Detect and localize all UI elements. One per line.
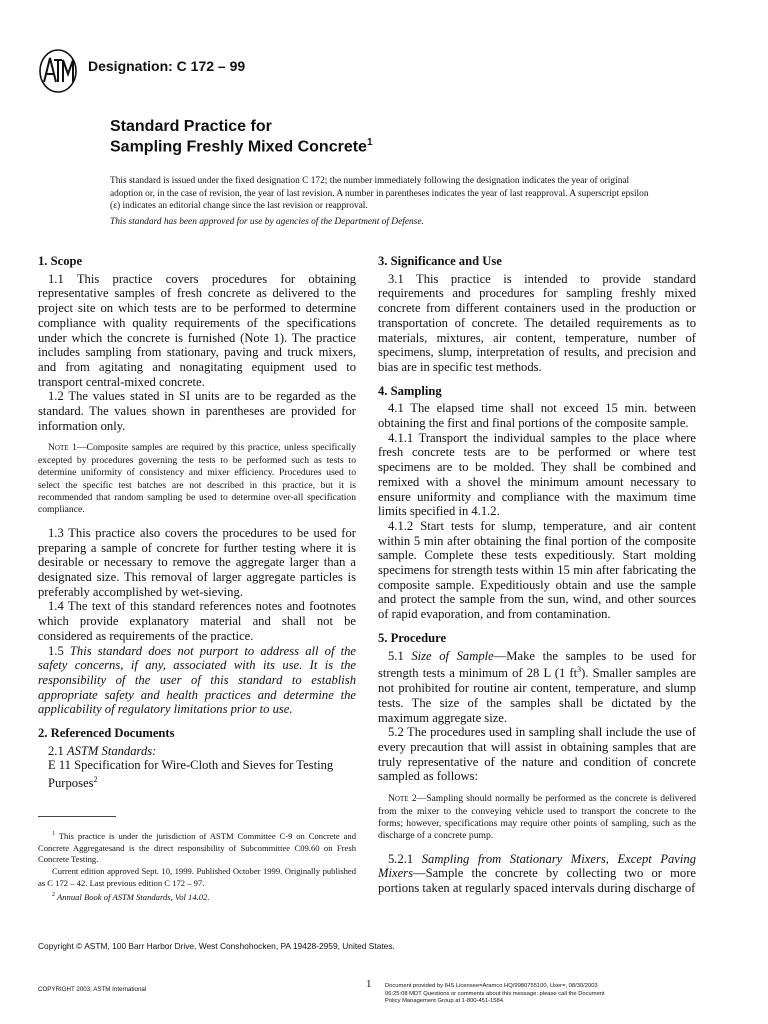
- para-1-2: 1.2 The values stated in SI units are to be regarded as the standard. The values shown in parentheses are provided for information only.: [38, 389, 356, 433]
- para-5-1: 5.1 Size of Sample—Make the samples to be used for strength tests a minimum of 28 L (1 $ft^3$). Smaller samples are not prohibited for routine air content, temperature, and slump tests. The size of the samples shall be dictated by the maximum aggregate size.: [378, 648, 696, 725]
- document-title-line2: Sampling Freshly Mixed Concrete$^1$: [110, 137, 373, 156]
- ref-e11: E 11 Specification for Wire-Cloth and Sieves for Testing Purposes$^2$: [48, 758, 334, 791]
- para-1-5: 1.5 This standard does not purport to address all of the safety concerns, if any, associated with its use. It is the responsibility of the user of this standard to establish appropriate safety and health practices and determine the applicability of regulatory limitations prior to use.: [38, 643, 356, 717]
- para-5-2-1: 5.2.1 Sampling from Stationary Mixers, Except Paving Mixers—Sample the concrete by collecting two or more portions taken at regularly spaced intervals during discharge of: [378, 851, 696, 896]
- astm-logo: [38, 48, 78, 94]
- footnote-1: $^1$ This practice is under the jurisdiction of ASTM Committee C-9 on Concrete and Concrete Aggregatesand is the direct responsibility of Subcommittee C09.60 on Fresh Concrete Testing.: [38, 830, 356, 865]
- para-3-1: 3.1 This practice is intended to provide standard requirements and procedures for sampling freshly mixed concrete from different containers used in the production or transportation of concrete. The detailed requirements as to materials, mixtures, air content, temperature, number of specimens, slump, interpretation of results, and precision and bias are in specific test methods.: [378, 271, 696, 374]
- section-3-title: 3. Significance and Use: [378, 254, 502, 268]
- para-4-1-2: 4.1.2 Start tests for slump, temperature, and air content within 5 min after obtaining the final portion of the composite sample. Complete these tests expeditiously. Start molding specimens for strength tests within 15 min after fabricating the composite sample. Expeditiously obtain and use the sample and protect the sample from the sun, wind, and other sources of rapid evaporation, and from contamination.: [378, 518, 696, 622]
- right-column: [378, 254, 696, 896]
- note-2: Note 2—Sampling should normally be performed as the concrete is delivered from the mixer to the conveying vehicle used to transport the concrete to the forms; however, specifications may require other points of sampling, such as the discharge of a concrete pump.: [378, 793, 696, 842]
- footnote-1-b: Current edition approved Sept. 10, 1999. Published October 1999. Originally published as C 172 – 42. Last previous edition C 172 – 97.: [38, 866, 356, 889]
- para-1-3: 1.3 This practice also covers the procedures to be used for preparing a sample of concrete for further testing where it is desirable or necessary to remove the aggregate larger than a designated size. This removal of larger aggregate particles is preferably accomplished by wet-sieving.: [38, 525, 356, 599]
- section-5-title: 5. Procedure: [378, 630, 447, 645]
- para-1-1: 1.1 This practice covers procedures for obtaining representative samples of fresh concrete as delivered to the project site on which tests are to be performed to determine compliance with quality requirements of the specifications under which the concrete is furnished (Note 1). The practice includes sampling from stationary, paving and truck mixers, and from agitating and nonagitating equipment used to transport central-mixed concrete.: [38, 271, 356, 389]
- para-1-4: 1.4 The text of this standard references notes and footnotes which provide explanatory material and shall not be considered as requirements of the practice.: [38, 599, 356, 643]
- designation: Designation: C 172 – 99: [88, 58, 246, 74]
- para-4-1-1: 4.1.1 Transport the individual samples to the place where fresh concrete tests are to be performed or where test specimens are to be molded. They shall be combined and remixed with a shovel the minimum amount necessary to ensure uniformity and compliance with the maximum time limits specified in 4.1.2.: [378, 430, 696, 519]
- approval-text: This standard has been approved for use by agencies of the Department of Defense.: [110, 216, 424, 227]
- copyright-line: Copyright © ASTM, 100 Barr Harbor Drive, West Conshohocken, PA 19428-2959, United States.: [38, 941, 395, 951]
- footnote-2: $^2$ Annual Book of ASTM Standards, Vol 14.02.: [52, 891, 210, 902]
- document-title-line1: Standard Practice for: [110, 118, 272, 135]
- title-footnote-mark: 1: [366, 137, 373, 148]
- footer-license-notice: Document provided by IHS Licensee=Aramco HQ/9980755100, User=, 08/30/2003 06:25:08 MDT Questions or comments about this message: please call the Document Policy Management Group at 1-800-451-1584.: [385, 983, 605, 1005]
- para-5-2: 5.2 The procedures used in sampling shall include the use of every precaution that will assist in obtaining samples that are truly representative of the nature and condition of concrete sampled as follows:: [378, 725, 696, 784]
- intro-block: [110, 175, 655, 228]
- footnote-divider: [38, 816, 116, 817]
- page-number: 1: [366, 978, 372, 990]
- section-2-title: 2. Referenced Documents: [38, 726, 175, 741]
- section-4-title: 4. Sampling: [378, 383, 442, 398]
- footnotes: [38, 829, 356, 904]
- left-column: [38, 254, 356, 791]
- para-4-1: 4.1 The elapsed time shall not exceed 15 min. between obtaining the first and final portions of the composite sample.: [378, 401, 696, 431]
- footer-copyright-small: COPYRIGHT 2003; ASTM International: [38, 986, 147, 993]
- section-1-title: 1. Scope: [38, 254, 83, 268]
- note-1: Note 1—Composite samples are required by this practice, unless specifically excepted by procedures governing the tests to be performed such as tests to determine uniformity of consistency and mixer efficiency. Procedures used to select the specific test batches are not described in this practice, but it is recommended that random sampling be used to determine over-all specification compliance.: [38, 442, 356, 516]
- para-2-1: 2.1 ASTM Standards:: [48, 743, 157, 758]
- intro-text: This standard is issued under the fixed designation C 172; the number immediately following the designation indicates the year of original adoption or, in the case of revision, the year of last revision. A number in parentheses indicates the year of last reapproval. A superscript epsilon (ε) indicates an editorial change since the last revision or reapproval.: [110, 176, 649, 212]
